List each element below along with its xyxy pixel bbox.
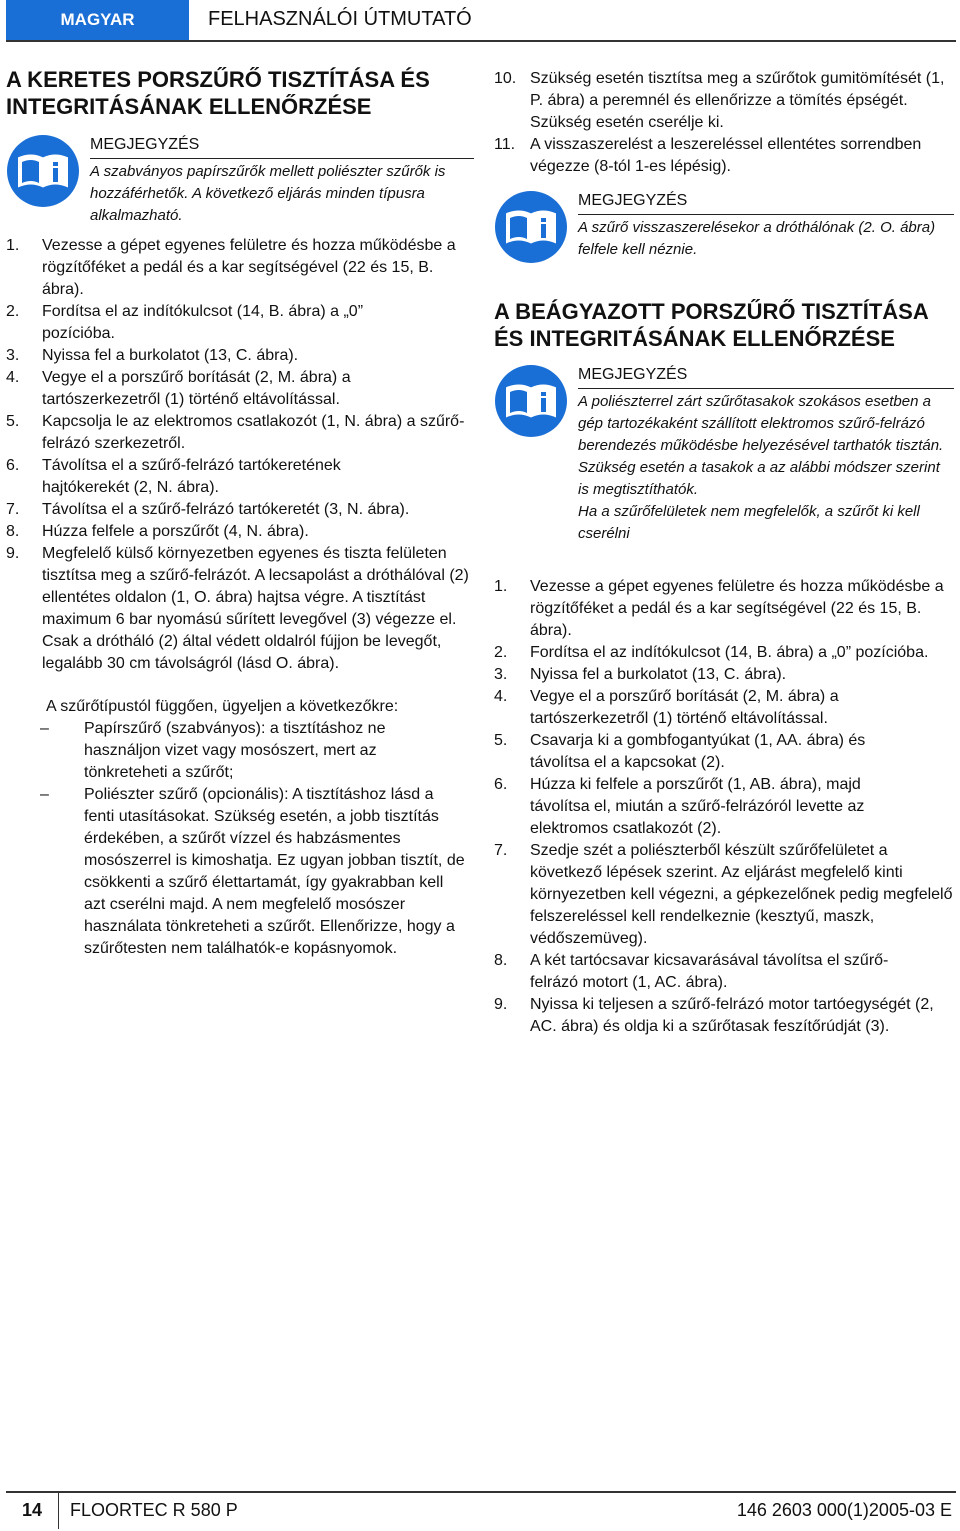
note-title: MEGJEGYZÉS — [578, 190, 954, 215]
note-title: MEGJEGYZÉS — [578, 364, 954, 389]
cleaning-steps-continued — [494, 68, 954, 178]
language-tab — [6, 0, 189, 40]
list-item: 4. Vegye el a porszűrő borítását (2, M. ábra) a tartószerkezetről (1) történő eltávolítással. — [494, 688, 839, 727]
list-item: 6. Húzza ki felfele a porszűrőt (1, AB. ábra), majd távolítsa el, miután a szűrő-felrázóról levette az elektromos csatlakozót (2). — [494, 776, 865, 837]
footer-divider — [6, 1491, 956, 1493]
filter-type-list — [6, 718, 468, 960]
machine-model: FLOORTEC R 580 P — [70, 1500, 238, 1520]
list-item: 6. Távolítsa el a szűrő-felrázó tartókeretének hajtókerekét (2, N. ábra). — [6, 457, 341, 496]
embedded-filter-steps-list — [494, 576, 954, 1038]
list-item: – Papírszűrő (szabványos): a tisztításhoz ne használjon vizet vagy mosószert, mert az tönkreteheti a szűrőt; — [40, 720, 386, 781]
note-box — [494, 190, 954, 261]
heading-line: INTEGRITÁSÁNAK ELLENŐRZÉSE — [6, 94, 372, 119]
list-item: 2. Fordítsa el az indítókulcsot (14, B. ábra) a „0” pozícióba. — [6, 303, 364, 342]
note-box — [494, 364, 954, 545]
header-divider — [6, 40, 956, 42]
manual-info-icon — [494, 364, 568, 438]
list-item: 7. Távolítsa el a szűrő-felrázó tartókeretét (3, N. ábra). — [6, 501, 410, 518]
note-text: A szűrő visszaszerelésekor a dróthálónak (2. O. ábra) felfele kell néznie. — [578, 219, 936, 258]
list-item: 5. Csavarja ki a gombfogantyúkat (1, AA. ábra) és távolítsa el a kapcsokat (2). — [494, 732, 866, 771]
list-item: 9. Nyissa ki teljesen a szűrő-felrázó motor tartóegységét (2, AC. ábra) és oldja ki a szűrőtasak feszítőrúdját (3). — [494, 996, 934, 1035]
note-text: A poliészterrel zárt szűrőtasakok szokásos esetben a gép tartozékaként szállított elektromos szűrő-felrázó berendezés működésbe helyezésével tarthatók tisztán. Szükség esetén a tasakok a az alábbi módszer szerint is megtisztíthatók. — [578, 393, 944, 498]
manual-title: FELHASZNÁLÓI ÚTMUTATÓ — [208, 8, 472, 30]
footer-separator — [58, 1493, 59, 1529]
heading-line: A BEÁGYAZOTT PORSZŰRŐ TISZTÍTÁSA — [494, 299, 929, 324]
note-text: A szabványos papírszűrők mellett poliészter szűrők is hozzáférhetők. A következő eljárás minden típusra alkalmazható. — [90, 163, 446, 224]
list-item: 8. Húzza felfele a porszűrőt (4, N. ábra). — [6, 523, 309, 540]
list-item: 8. A két tartócsavar kicsavarásával távolítsa el szűrő-felrázó motort (1, AC. ábra). — [494, 952, 889, 991]
filter-type-intro: A szűrőtípustól függően, ügyeljen a következőkre: — [46, 698, 399, 715]
list-item: 2. Fordítsa el az indítókulcsot (14, B. ábra) a „0” pozícióba. — [494, 644, 929, 661]
list-item: 1. Vezesse a gépet egyenes felületre és hozza működésbe a rögzítőféket a pedál és a kar segítségével (22 és 15, B. ábra). — [6, 237, 456, 298]
note-box — [6, 134, 474, 227]
list-item: 3. Nyissa fel a burkolatot (13, C. ábra). — [6, 347, 299, 364]
list-item: – Poliészter szűrő (opcionális): A tisztításhoz lásd a fenti utasításokat. Szükség esetén, a jobb tisztítás érdekében, a szűrőt vízzel és habzásmentes mosószerrel is kimoshatja. Ez ugyan jobban tisztít, de csökkenti a szűrő élettartamát, így gyakrabban kell azt cserélni majd. A nem megfelelő mosószer használata tönkreteheti a szűrőt. Ellenőrizze, hogy a szűrőtesten nem találhatók-e kopásnyomok. — [40, 786, 465, 957]
list-item: 9. Megfelelő külső környezetben egyenes és tiszta felületen tisztítsa meg a szűrő-felrázót. A lecsapolást a dróthálóval (2) ellentétes oldalon (1, O. ábra) hajtsa végre. A tisztítást maximum 6 bar nyomású sűrített levegővel (3) végezze el. Csak a drótháló (2) által védett oldalról fújjon be levegőt, legalább 30 cm távolságról (lásd O. ábra). — [6, 545, 469, 672]
list-item: 1. Vezesse a gépet egyenes felületre és hozza működésbe a rögzítőféket a pedál és a kar segítségével (22 és 15, B. ábra). — [494, 578, 944, 639]
note-text: Ha a szűrőfelületek nem megfelelők, a szűrőt ki kell cserélni — [578, 503, 920, 542]
section-heading-embedded-filter — [494, 298, 954, 352]
page-number: 14 — [22, 1500, 43, 1520]
list-item: 10. Szükség esetén tisztítsa meg a szűrőtok gumitömítését (1, P. ábra) a peremnél és ellenőrizze a tömítés épségét. Szükség esetén cserélje ki. — [494, 70, 945, 131]
cleaning-steps-list — [6, 235, 474, 675]
list-item: 3. Nyissa fel a burkolatot (13, C. ábra). — [494, 666, 787, 683]
note-title: MEGJEGYZÉS — [90, 134, 474, 159]
manual-info-icon — [494, 190, 568, 264]
language-label: MAGYAR — [60, 10, 135, 29]
heading-line: A KERETES PORSZŰRŐ TISZTÍTÁSA ÉS — [6, 67, 430, 92]
list-item: 7. Szedje szét a poliészterből készült szűrőfelületet a következő lépések szerint. Az eljárást megfelelő kinti környezetben kell végezni, a gépkezelőnek pedig megfelelő felszereléssel kell rendelkeznie (kesztyű, maszk, védőszemüveg). — [494, 842, 953, 947]
list-item: 5. Kapcsolja le az elektromos csatlakozót (1, N. ábra) a szűrő-felrázó szerkezetről. — [6, 413, 465, 452]
section-heading-framed-filter — [6, 66, 476, 120]
manual-info-icon — [6, 134, 80, 208]
heading-line: ÉS INTEGRITÁSÁNAK ELLENŐRZÉSE — [494, 326, 895, 351]
document-code: 146 2603 000(1)2005-03 E — [736, 1500, 952, 1520]
list-item: 11. A visszaszerelést a leszereléssel ellentétes sorrendben végezze (8-tól 1-es lépésig). — [494, 136, 922, 175]
list-item: 4. Vegye el a porszűrő borítását (2, M. ábra) a tartószerkezetről (1) történő eltávolítással. — [6, 369, 351, 408]
